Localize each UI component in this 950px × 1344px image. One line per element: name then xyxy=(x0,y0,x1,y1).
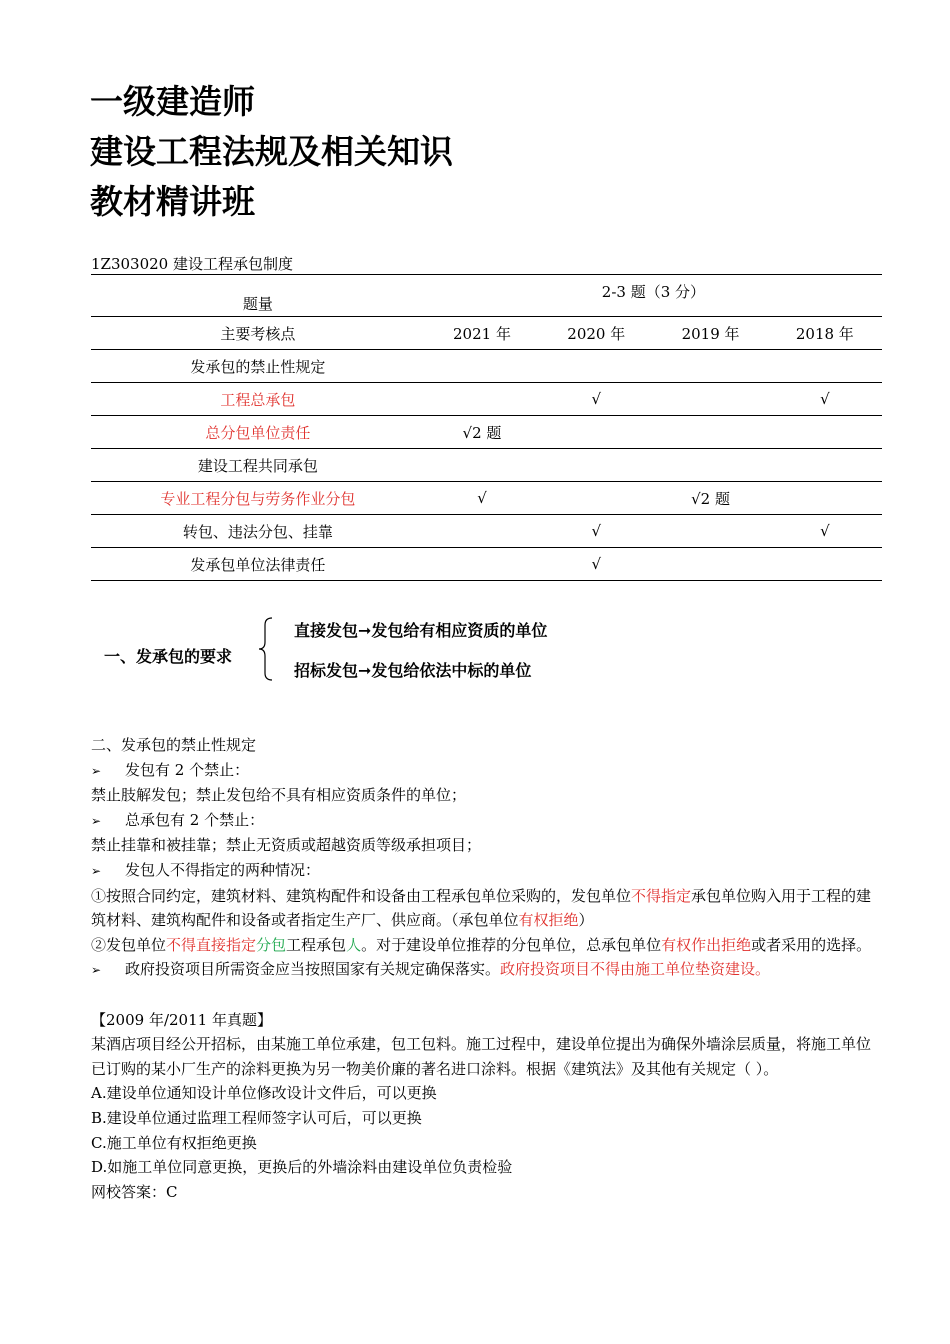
text-run: ①按照合同约定，建筑材料、建筑构配件和设备由工程承包单位采购的，发包单位 xyxy=(91,886,632,905)
text-run: ） xyxy=(578,911,594,930)
table-cell xyxy=(768,350,882,383)
list-item xyxy=(91,957,883,983)
question-stem: 某酒店项目经公开招标，由某施工单位承建，包工包料。施工过程中，建设单位提出为确保外墙涂层质量，将施工单位已订购的某小厂生产的涂料更换为另一物美价廉的著名进口涂料。根据《建筑法》及其他有关规定（ ）。 xyxy=(91,1035,872,1078)
year-header: 2020 年 xyxy=(539,317,653,350)
arrow-bullet-icon: ➢ xyxy=(91,813,102,828)
table-cell: √ xyxy=(539,383,653,416)
table-cell: √2 题 xyxy=(425,416,539,449)
diagram-branch-direct: 直接发包➞发包给有相应资质的单位 xyxy=(294,621,548,640)
table-cell xyxy=(768,416,882,449)
section-code: 1Z303020 建设工程承包制度 xyxy=(91,255,293,273)
table-cell: √ xyxy=(768,515,882,548)
highlight-red: 政府投资项目不得由施工单位垫资建设。 xyxy=(500,960,771,979)
highlight-red: 不得指定 xyxy=(631,886,692,905)
row-label: 发承包的禁止性规定 xyxy=(91,350,425,383)
table-cell: √ xyxy=(539,515,653,548)
table-row xyxy=(91,275,882,317)
table-cell xyxy=(539,350,653,383)
arrow-bullet-icon: ➢ xyxy=(91,863,102,878)
exam-statistics-table xyxy=(91,274,882,581)
table-cell xyxy=(539,449,653,482)
option-c: C.施工单位有权拒绝更换 xyxy=(91,1133,257,1152)
section-heading: 二、发承包的禁止性规定 xyxy=(91,736,257,754)
table-row xyxy=(91,449,882,482)
table-cell xyxy=(425,515,539,548)
highlight-red: 有权作出拒绝 xyxy=(661,935,752,954)
table-cell xyxy=(768,548,882,581)
bullet-text: 政府投资项目所需资金应当按照国家有关规定确保落实。 xyxy=(125,960,501,979)
question-source: 【2009 年/2011 年真题】 xyxy=(91,1010,272,1029)
table-cell: √2 题 xyxy=(653,482,767,515)
text-run: 。对于建设单位推荐的分包单位，总承包单位 xyxy=(361,935,662,954)
table-cell xyxy=(653,350,767,383)
answer: 网校答案：C xyxy=(91,1182,178,1201)
table-row xyxy=(91,515,882,548)
table-row xyxy=(91,317,882,350)
list-item xyxy=(91,858,883,884)
paragraph: 禁止挂靠和被挂靠；禁止无资质或超越资质等级承担项目； xyxy=(91,836,482,855)
row-label: 工程总承包 xyxy=(91,383,425,416)
list-item xyxy=(91,808,883,834)
highlight-red: 有权拒绝 xyxy=(518,911,579,930)
table-cell xyxy=(539,482,653,515)
table-cell xyxy=(768,449,882,482)
row-label: 总分包单位责任 xyxy=(91,416,425,449)
table-cell: √ xyxy=(768,383,882,416)
table-row xyxy=(91,548,882,581)
table-cell xyxy=(425,548,539,581)
highlight-green: 分包 xyxy=(256,935,287,954)
year-header: 2021 年 xyxy=(425,317,539,350)
arrow-bullet-icon: ➢ xyxy=(91,963,102,978)
row-label: 建设工程共同承包 xyxy=(91,449,425,482)
row-label: 发承包单位法律责任 xyxy=(91,548,425,581)
bullet-text: 发包有 2 个禁止： xyxy=(125,760,250,779)
table-cell xyxy=(653,548,767,581)
option-a: A.建设单位通知设计单位修改设计文件后，可以更换 xyxy=(91,1084,437,1103)
question-count-value: 2-3 题（3 分） xyxy=(425,275,882,317)
table-row xyxy=(91,482,882,515)
table-cell xyxy=(425,383,539,416)
list-item xyxy=(91,758,883,784)
requirements-diagram xyxy=(90,610,690,690)
table-cell xyxy=(425,449,539,482)
points-header: 主要考核点 xyxy=(91,317,425,350)
highlight-green: 人 xyxy=(346,935,362,954)
diagram-root: 一、发承包的要求 xyxy=(104,647,233,666)
title-subject: 建设工程法规及相关知识 xyxy=(90,132,453,171)
text-run: ②发包单位 xyxy=(91,935,167,954)
bullet-text: 发包人不得指定的两种情况： xyxy=(125,860,321,879)
body-text xyxy=(91,733,883,1204)
paragraph xyxy=(91,933,883,958)
title-course: 教材精讲班 xyxy=(90,182,255,221)
row-label: 专业工程分包与劳务作业分包 xyxy=(91,482,425,515)
table-cell xyxy=(653,515,767,548)
table-row xyxy=(91,350,882,383)
text-run: 或者采用的选择。 xyxy=(751,935,872,954)
table-cell: √ xyxy=(539,548,653,581)
table-row xyxy=(91,383,882,416)
text-run: 承包单位购入用于工程的建筑材料、建筑构配件和设备或者指定生产厂、供应商。（承包单位 xyxy=(91,886,872,930)
year-header: 2018 年 xyxy=(768,317,882,350)
table-cell xyxy=(539,416,653,449)
spacer xyxy=(91,983,883,1008)
arrow-bullet-icon: ➢ xyxy=(91,763,102,778)
table-cell xyxy=(768,482,882,515)
table-row xyxy=(91,416,882,449)
year-header: 2019 年 xyxy=(653,317,767,350)
highlight-red: 不得直接指定 xyxy=(166,935,257,954)
bullet-text: 总承包有 2 个禁止： xyxy=(125,810,265,829)
title-exam: 一级建造师 xyxy=(90,82,255,121)
question-count-label: 题量 xyxy=(91,275,425,317)
diagram-branch-tender: 招标发包➞发包给依法中标的单位 xyxy=(294,661,532,680)
option-d: D.如施工单位同意更换，更换后的外墙涂料由建设单位负责检验 xyxy=(91,1158,513,1177)
row-label: 转包、违法分包、挂靠 xyxy=(91,515,425,548)
table-cell xyxy=(425,350,539,383)
paragraph xyxy=(91,884,883,933)
curly-brace-icon xyxy=(256,616,276,682)
paragraph: 禁止肢解发包；禁止发包给不具有相应资质条件的单位； xyxy=(91,786,467,805)
text-run: 工程承包 xyxy=(286,935,347,954)
table-cell xyxy=(653,416,767,449)
option-b: B.建设单位通过监理工程师签字认可后，可以更换 xyxy=(91,1108,422,1127)
table-cell xyxy=(653,383,767,416)
table-cell xyxy=(653,449,767,482)
table-cell: √ xyxy=(425,482,539,515)
